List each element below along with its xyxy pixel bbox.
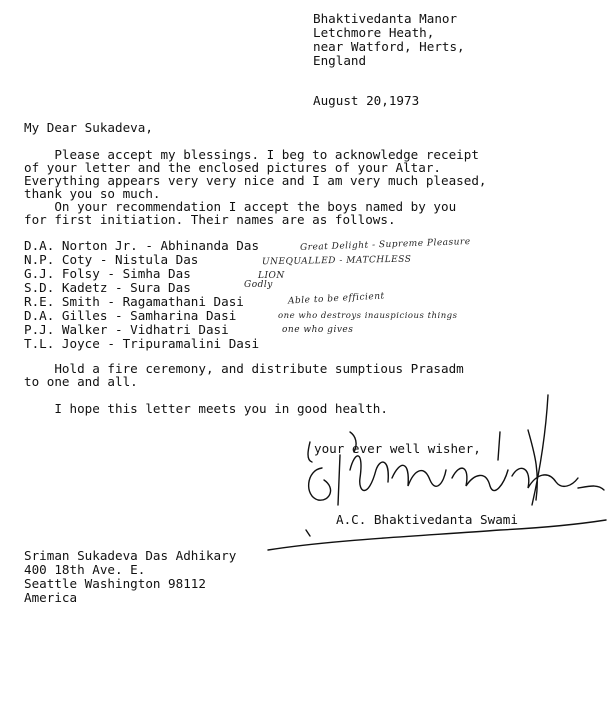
recipient-line: Seattle Washington 98112: [24, 576, 206, 591]
body-line: Hold a fire ceremony, and distribute sumptious Prasadm: [24, 361, 464, 376]
initiate-name: T.L. Joyce - Tripuramalini Dasi: [24, 336, 260, 351]
handwritten-translation: LION: [258, 271, 285, 281]
signatory-name: A.C. Bhaktivedanta Swami: [336, 512, 518, 527]
body-line: On your recommendation I accept the boys named by you: [24, 199, 457, 214]
handwritten-translation: Great Delight - Supreme Pleasure: [299, 237, 471, 253]
body-line: to one and all.: [24, 374, 138, 389]
initiate-name: S.D. Kadetz - Sura Das: [24, 280, 191, 295]
handwritten-translation: one who gives: [282, 325, 354, 335]
initiate-name: P.J. Walker - Vidhatri Dasi: [24, 322, 229, 337]
initiate-name: D.A. Gilles - Samharina Dasi: [24, 308, 237, 323]
initiate-name: D.A. Norton Jr. - Abhinanda Das: [24, 238, 260, 253]
salutation: My Dear Sukadeva,: [24, 120, 153, 135]
recipient-line: Sriman Sukadeva Das Adhikary: [24, 548, 237, 563]
initiate-name: N.P. Coty - Nistula Das: [24, 252, 199, 267]
closing: your ever well wisher,: [314, 441, 481, 456]
initiate-name: G.J. Folsy - Simha Das: [24, 266, 191, 281]
address-line: Letchmore Heath,: [313, 25, 435, 40]
body-line: of your letter and the enclosed pictures of your Altar.: [24, 160, 442, 175]
body-line: Please accept my blessings. I beg to acknowledge receipt: [24, 147, 479, 162]
handwritten-translation: one who destroys inauspicious things: [278, 311, 458, 321]
address-line: England: [313, 53, 367, 68]
handwritten-translation: Godly: [244, 280, 273, 290]
address-line: Bhaktivedanta Manor: [313, 11, 458, 26]
body-line: I hope this letter meets you in good health.: [24, 401, 388, 416]
address-line: near Watford, Herts,: [313, 39, 465, 54]
recipient-line: America: [24, 590, 78, 605]
body-line: for first initiation. Their names are as follows.: [24, 212, 396, 227]
handwritten-translation: UNEQUALLED - MATCHLESS: [261, 254, 412, 268]
handwritten-translation: Able to be efficient: [287, 291, 385, 307]
letter-date: August 20,1973: [313, 93, 420, 108]
recipient-line: 400 18th Ave. E.: [24, 562, 146, 577]
initiate-name: R.E. Smith - Ragamathani Dasi: [24, 294, 244, 309]
body-line: thank you so much.: [24, 186, 161, 201]
body-line: Everything appears very very nice and I am very much pleased,: [24, 173, 487, 188]
